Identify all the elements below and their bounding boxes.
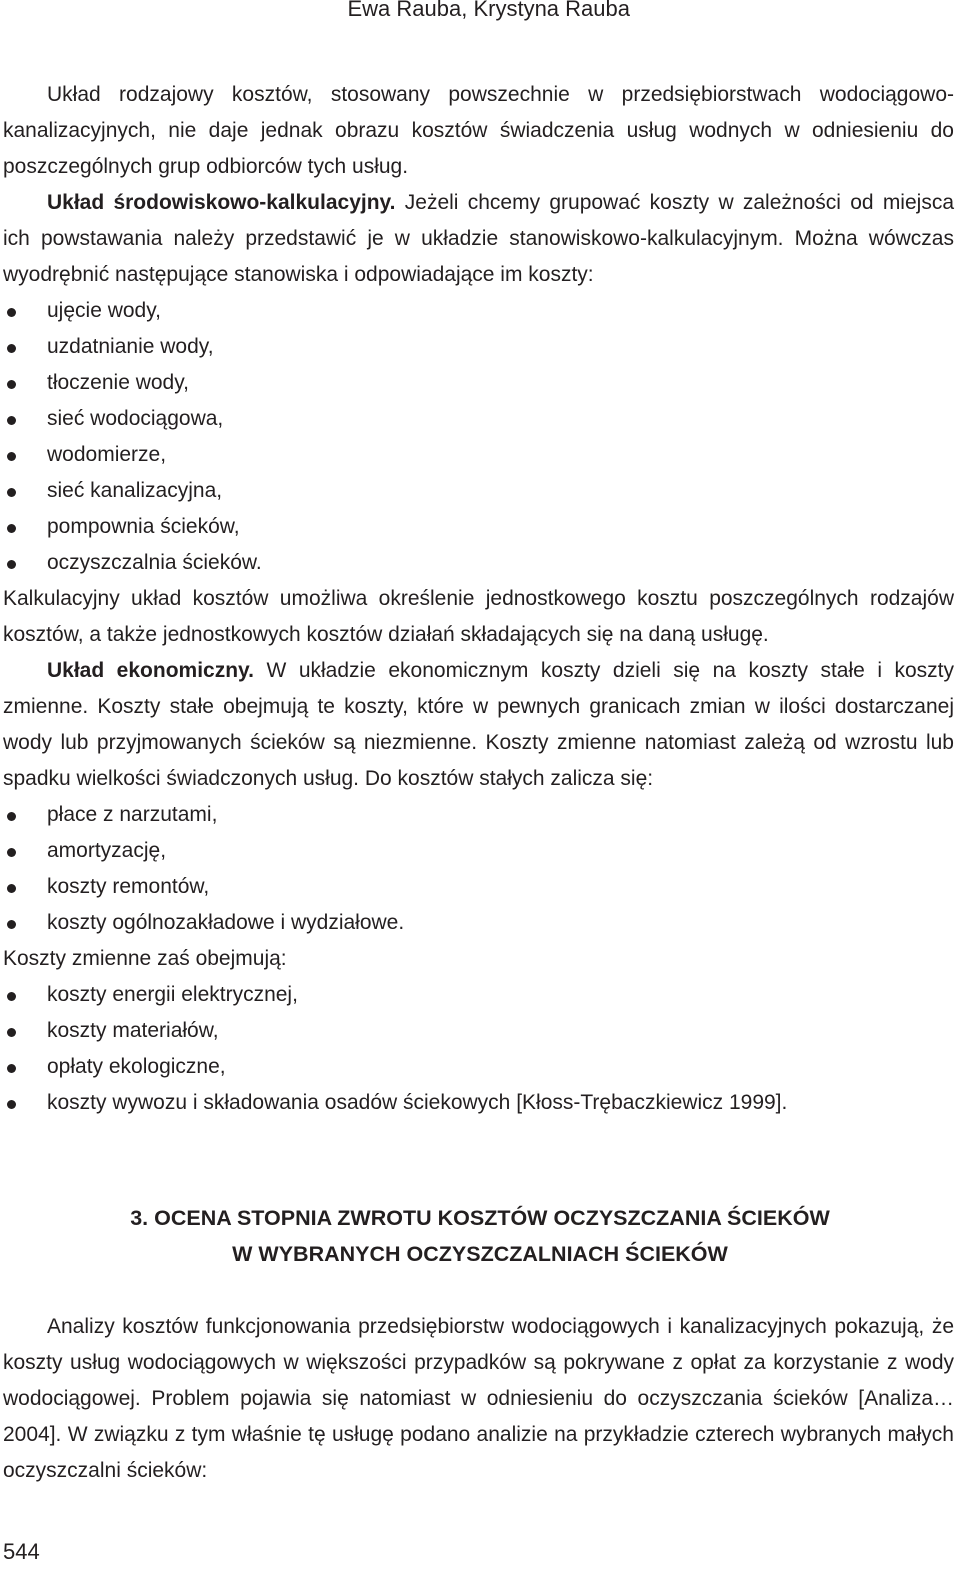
list-item: koszty remontów, — [3, 869, 954, 905]
list-item: amortyzację, — [3, 833, 954, 869]
paragraph-text: Jeżeli chcemy grupować koszty w zależności od miejsca ich powstawania należy przedstawić je w układzie stanowiskowo-kalkulacyjnym. Można wówczas wyodrębnić następujące stanowiska i odpowiadające im koszty: — [3, 191, 954, 286]
paragraph-economic-layout — [3, 653, 954, 797]
running-header: Ewa Rauba, Krystyna Rauba — [347, 0, 630, 21]
list-item: koszty energii elektrycznej, — [3, 977, 954, 1013]
list-item: opłaty ekologiczne, — [3, 1049, 954, 1085]
list-item: płace z narzutami, — [3, 797, 954, 833]
bullet-icon — [7, 308, 16, 317]
paragraph-text: W układzie ekonomicznym koszty dzieli się na koszty stałe i koszty zmienne. Koszty stałe obejmują te koszty, które w pewnych granicach zmian w ilości dostarczanej wody lub przyjmowanych ścieków są niezmienne. Koszty zmienne natomiast zależą od wzrostu lub spadku wielkości świadczonych usług. Do kosztów stałych zalicza się: — [3, 659, 954, 790]
fixed-costs-list — [3, 797, 954, 941]
bullet-icon — [7, 920, 16, 929]
bullet-icon — [7, 560, 16, 569]
bullet-icon — [7, 992, 16, 1001]
workstation-list — [3, 293, 954, 581]
paragraph-variable-costs-intro: Koszty zmienne zaś obejmują: — [3, 947, 287, 970]
bullet-icon — [7, 812, 16, 821]
bullet-icon — [7, 884, 16, 893]
section-heading-line-2: W WYBRANYCH OCZYSZCZALNIACH ŚCIEKÓW — [232, 1242, 728, 1266]
variable-costs-list — [3, 977, 954, 1121]
body-text-lower — [3, 1309, 954, 1489]
bullet-icon — [7, 524, 16, 533]
bullet-icon — [7, 1064, 16, 1073]
list-item: uzdatnianie wody, — [3, 329, 954, 365]
list-item: koszty materiałów, — [3, 1013, 954, 1049]
bullet-icon — [7, 452, 16, 461]
section-heading — [0, 1200, 960, 1272]
list-item: ujęcie wody, — [3, 293, 954, 329]
list-item: sieć kanalizacyjna, — [3, 473, 954, 509]
paragraph-workstation-layout — [3, 185, 954, 293]
list-item: oczyszczalnia ścieków. — [3, 545, 954, 581]
bullet-icon — [7, 380, 16, 389]
bullet-icon — [7, 488, 16, 497]
paragraph-generic-cost-layout: Układ rodzajowy kosztów, stosowany powszechnie w przedsiębiorstwach wodociągowo-kanalizacyjnych, nie daje jednak obrazu kosztów świadczenia usług wodnych w odniesieniu do poszczególnych grup odbiorców tych usług. — [3, 83, 954, 178]
body-text-upper — [3, 77, 954, 1121]
bullet-icon — [7, 848, 16, 857]
bullet-icon — [7, 344, 16, 353]
list-item: koszty ogólnozakładowe i wydziałowe. — [3, 905, 954, 941]
list-item: sieć wodociągowa, — [3, 401, 954, 437]
inline-heading-workstation-layout: Układ środowiskowo-kalkulacyjny. — [47, 191, 396, 214]
page-number: 544 — [3, 1539, 40, 1564]
paragraph-cost-analysis: Analizy kosztów funkcjonowania przedsiębiorstw wodociągowych i kanalizacyjnych pokazują, że koszty usług wodociągowych w większości przypadków są pokrywane z opłat za korzystanie z wody wodociągowej. Problem pojawia się natomiast w odniesieniu do oczyszczania ścieków [Analiza… 2004]. W związku z tym właśnie tę usługę podano analizie na przykładzie czterech wybranych małych oczyszczalni ścieków: — [3, 1315, 954, 1482]
inline-heading-economic-layout: Układ ekonomiczny. — [47, 659, 254, 682]
list-item: wodomierze, — [3, 437, 954, 473]
bullet-icon — [7, 1028, 16, 1037]
paragraph-calculation-layout: Kalkulacyjny układ kosztów umożliwa określenie jednostkowego kosztu poszczególnych rodzajów kosztów, a także jednostkowych kosztów działań składających się na daną usługę. — [3, 587, 954, 646]
list-item: koszty wywozu i składowania osadów ściekowych [Kłoss-Trębaczkiewicz 1999]. — [3, 1085, 954, 1121]
bullet-icon — [7, 1100, 16, 1109]
list-item: pompownia ścieków, — [3, 509, 954, 545]
list-item: tłoczenie wody, — [3, 365, 954, 401]
section-heading-line-1: 3. OCENA STOPNIA ZWROTU KOSZTÓW OCZYSZCZANIA ŚCIEKÓW — [130, 1206, 830, 1230]
bullet-icon — [7, 416, 16, 425]
